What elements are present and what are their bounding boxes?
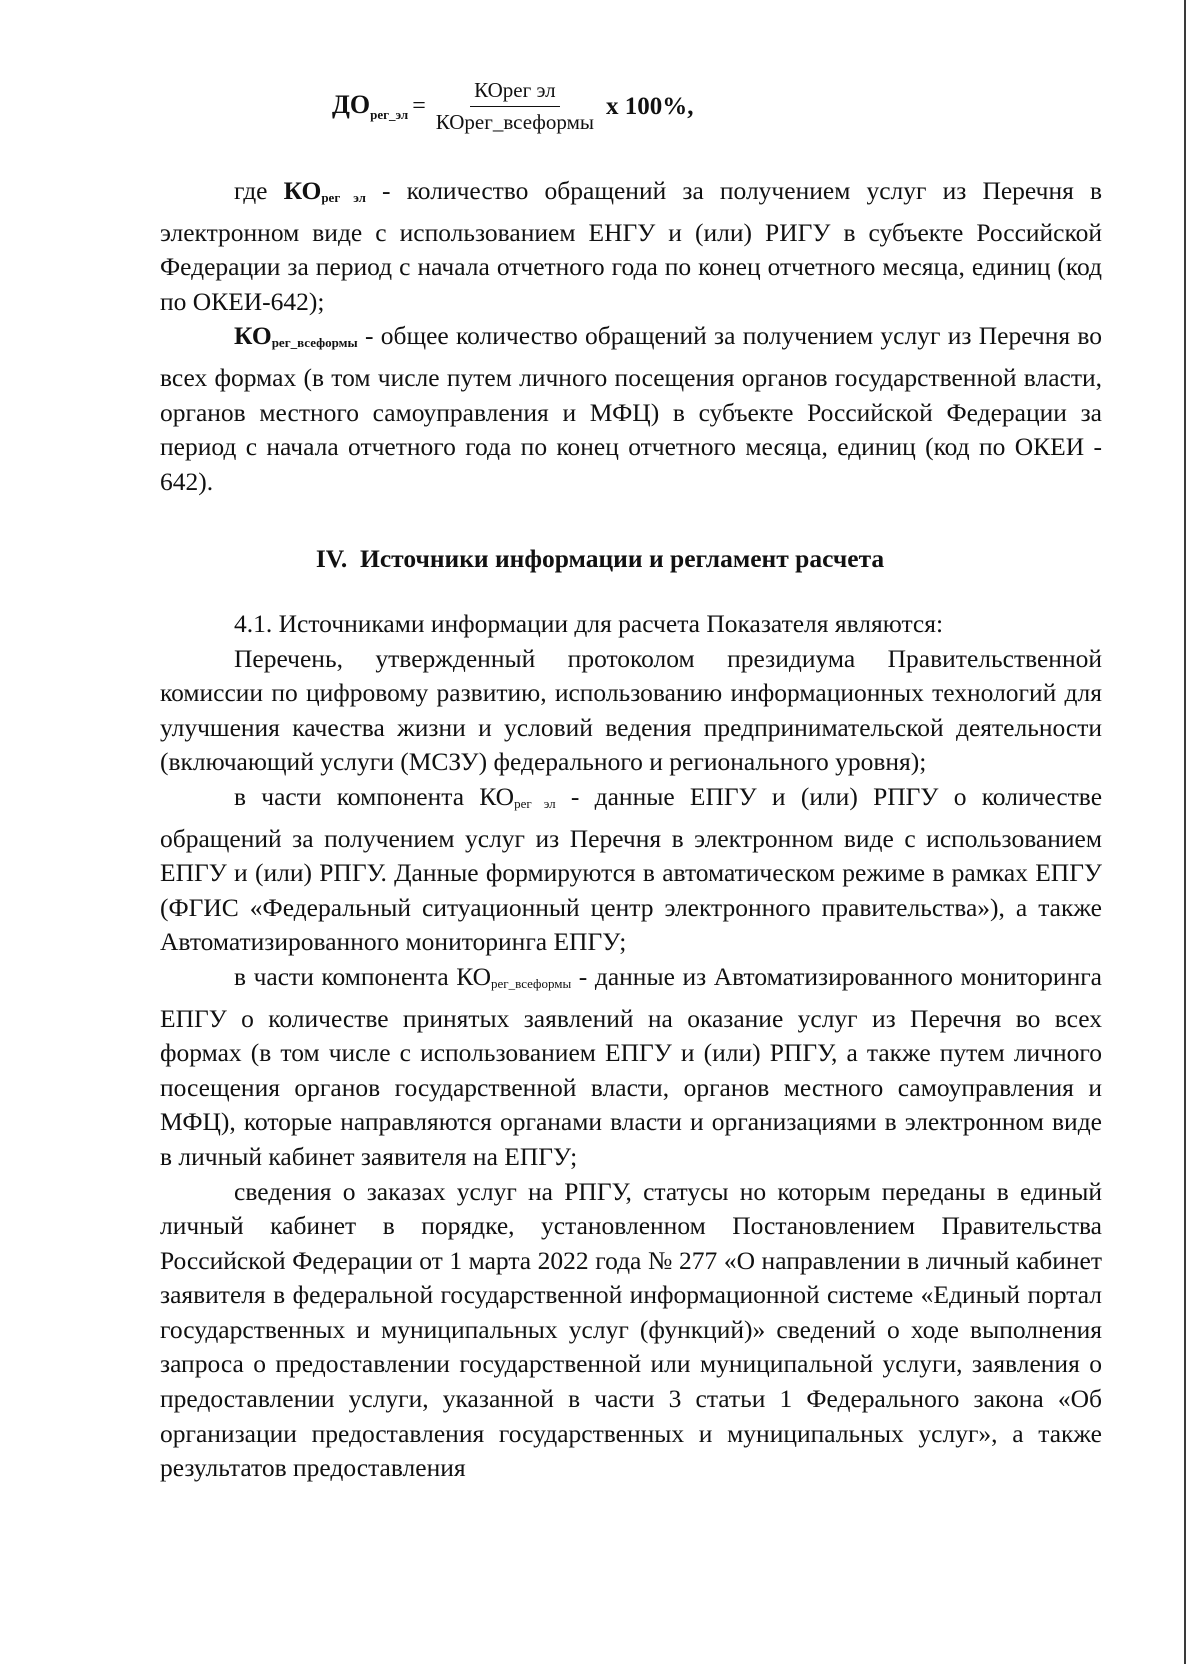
formula-lhs-subscript: рег_эл	[370, 107, 409, 123]
formula-equals: =	[412, 93, 426, 119]
definition-term-subscript: рег_всеформы	[271, 335, 358, 351]
section-number: IV.	[315, 544, 348, 573]
definition-text: - общее количество обращений за получением услуг из Перечня во всех формах (в том числе путем личного посещения органов государственной власти, органов местного самоуправления и МФЦ) в субъекте Российской Федерации за период с начала отчетного года по конец отчетного месяца, единиц (код по ОКЕИ - 642).	[160, 321, 1102, 496]
definition-term: КО	[283, 176, 322, 205]
formula-denominator: КОрег_всеформы	[435, 110, 594, 134]
paragraph-lead: в части компонента КО	[234, 781, 515, 811]
formula-multiplier: х 100%,	[605, 92, 694, 120]
definitions-block	[160, 174, 1102, 499]
paragraph-component-el	[160, 780, 1102, 960]
paragraph-rpgu-orders: сведения о заказах услуг на РПГУ, статусы но которым переданы в единый личный кабинет в порядке, установленном Постановлением Правительства Российской Федерации от 1 марта 2022 года № 277 «О направлении в личный кабинет заявителя в федеральной государственной информационной системе «Единый портал государственных и муниципальных услуг (функций)» сведений о ходе выполнения запроса о предоставлении государственной или муниципальной услуги, заявления о предоставлении услуги, указанной в части 3 статьи 1 Федерального закона «Об организации предоставления государственных и муниципальных услуг», а также результатов предоставления	[160, 1176, 1102, 1483]
definition-ko-el	[160, 174, 1102, 319]
formula-fraction	[432, 78, 598, 135]
paragraph-subscript: рег эл	[514, 795, 556, 811]
section-title: Источники информации и регламент расчета	[360, 544, 885, 573]
section-body	[160, 607, 1102, 1486]
section-heading	[0, 544, 1200, 574]
paragraph-list-source: Перечень, утвержденный протоколом президиума Правительственной комиссии по цифровому развитию, использованию информационных технологий для улучшения качества жизни и условий ведения предпринимательской деятельности (включающий услуги (МСЗУ) федерального и регионального уровня);	[160, 643, 1102, 777]
paragraph-4-1: 4.1. Источниками информации для расчета Показателя являются:	[234, 609, 944, 638]
paragraph-lead: в части компонента КО	[234, 961, 492, 991]
paragraph-subscript: рег_всеформы	[491, 975, 572, 991]
definition-term-subscript: рег эл	[321, 190, 366, 205]
formula-lhs-symbol: ДО	[332, 89, 371, 119]
paragraph-component-all	[160, 960, 1102, 1175]
definition-text: - количество обращений за получением услуг из Перечня в электронном виде с использованием ЕНГУ и (или) РИГУ в субъекте Российской Федерации за период с начала отчетного года по конец отчетного месяца, единиц (код по ОКЕИ-642);	[160, 176, 1102, 316]
paragraph-text: - данные из Автоматизированного мониторинга ЕПГУ о количестве принятых заявлений на оказание услуг из Перечня во всех формах (в том числе с использованием ЕПГУ и (или) РПГУ, а также путем личного посещения органов государственной власти, органов местного самоуправления и МФЦ), которые направляются органами власти и организациями в электронном виде в личный кабинет заявителя на ЕПГУ;	[160, 961, 1102, 1171]
formula-numerator: КОрег эл	[470, 78, 559, 107]
definition-term: КО	[234, 321, 272, 351]
definition-ko-all	[160, 319, 1102, 499]
formula	[332, 78, 693, 135]
formula-lhs	[332, 90, 408, 123]
paragraph-text: - данные ЕПГУ и (или) РПГУ о количестве обращений за получением услуг из Перечня в электронном виде с использованием ЕПГУ и (или) РПГУ. Данные формируются в автоматическом режиме в рамках ЕПГУ (ФГИС «Федеральный ситуационный центр электронного правительства»), а также Автоматизированного мониторинга ЕПГУ;	[160, 781, 1103, 957]
page-edge-line	[1184, 0, 1186, 1664]
definition-lead: где	[234, 176, 284, 205]
